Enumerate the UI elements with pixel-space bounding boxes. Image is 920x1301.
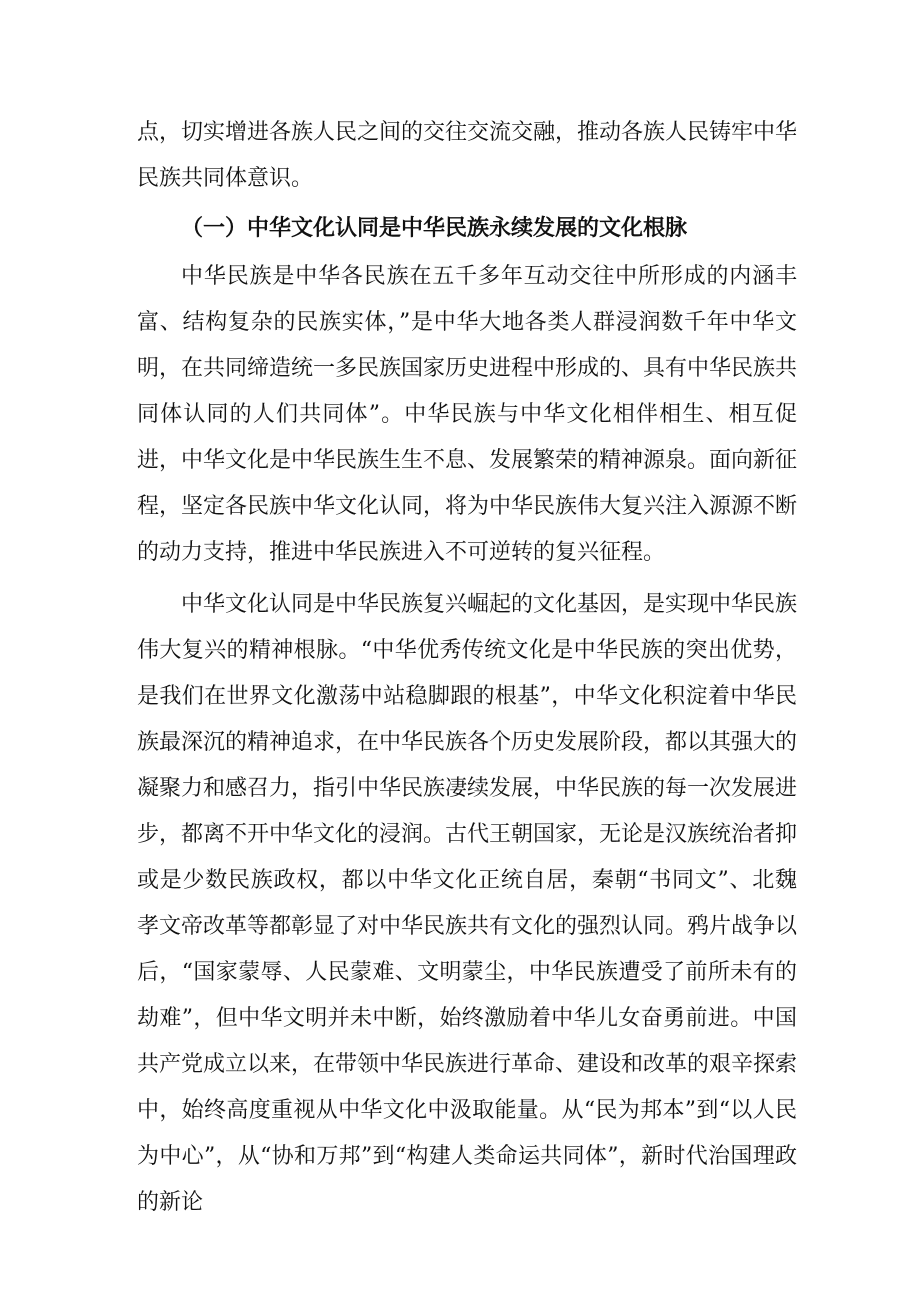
paragraph-2: 中华文化认同是中华民族复兴崛起的文化基因，是实现中华民族伟大复兴的精神根脉。“中华优秀传统文化是中华民族的突出优势，是我们在世界文化激荡中站稳脚跟的根基”，中华文化积淀着中华民族最深沉的精神追求，在中华民族各个历史发展阶段，都以其强大的凝聚力和感召力，指引中华民族凄续发展，中华民族的每一次发展进步，都离不开中华文化的浸润。古代王朝国家，无论是汉族统治者抑或是少数民族政权，都以中华文化正统自居，秦朝“书同文”、北魏孝文帝改革等都彰显了对中华民族共有文化的强烈认同。鸦片战争以后，“国家蒙辱、人民蒙难、文明蒙尘，中华民族遭受了前所未有的劫难”，但中华文明并未中断，始终激励着中华儿女奋勇前进。中国共产党成立以来，在带领中华民族进行革命、建设和改革的艰辛探索中，始终高度重视从中华文化中汲取能量。从“民为邦本”到“以人民为中心”，从“协和万邦”到“构建人类命运共同体”，新时代治国理政的新论 (137, 592, 798, 1215)
section-heading: （一）中华文化认同是中华民族永续发展的文化根脉 (181, 216, 688, 241)
document-page (137, 110, 797, 1226)
paragraph-intro: 点，切实增进各族人民之间的交往交流交融，推动各族人民铸牢中华民族共同体意识。 (137, 120, 798, 191)
paragraph-1: 中华民族是中华各民族在五千多年互动交往中所形成的内涵丰富、结构复杂的民族实体，”是中华大地各类人群浸润数千年中华文明，在共同缔造统一多民族国家历史进程中形成的、具有中华民族共同体认同的人们共同体”。中华民族与中华文化相伴相生、相互促进，中华文化是中华民族生生不息、发展繁荣的精神源泉。面向新征程，坚定各民族中华文化认同，将为中华民族伟大复兴注入源源不断的动力支持，推进中华民族进入不可逆转的复兴征程。 (137, 264, 798, 565)
